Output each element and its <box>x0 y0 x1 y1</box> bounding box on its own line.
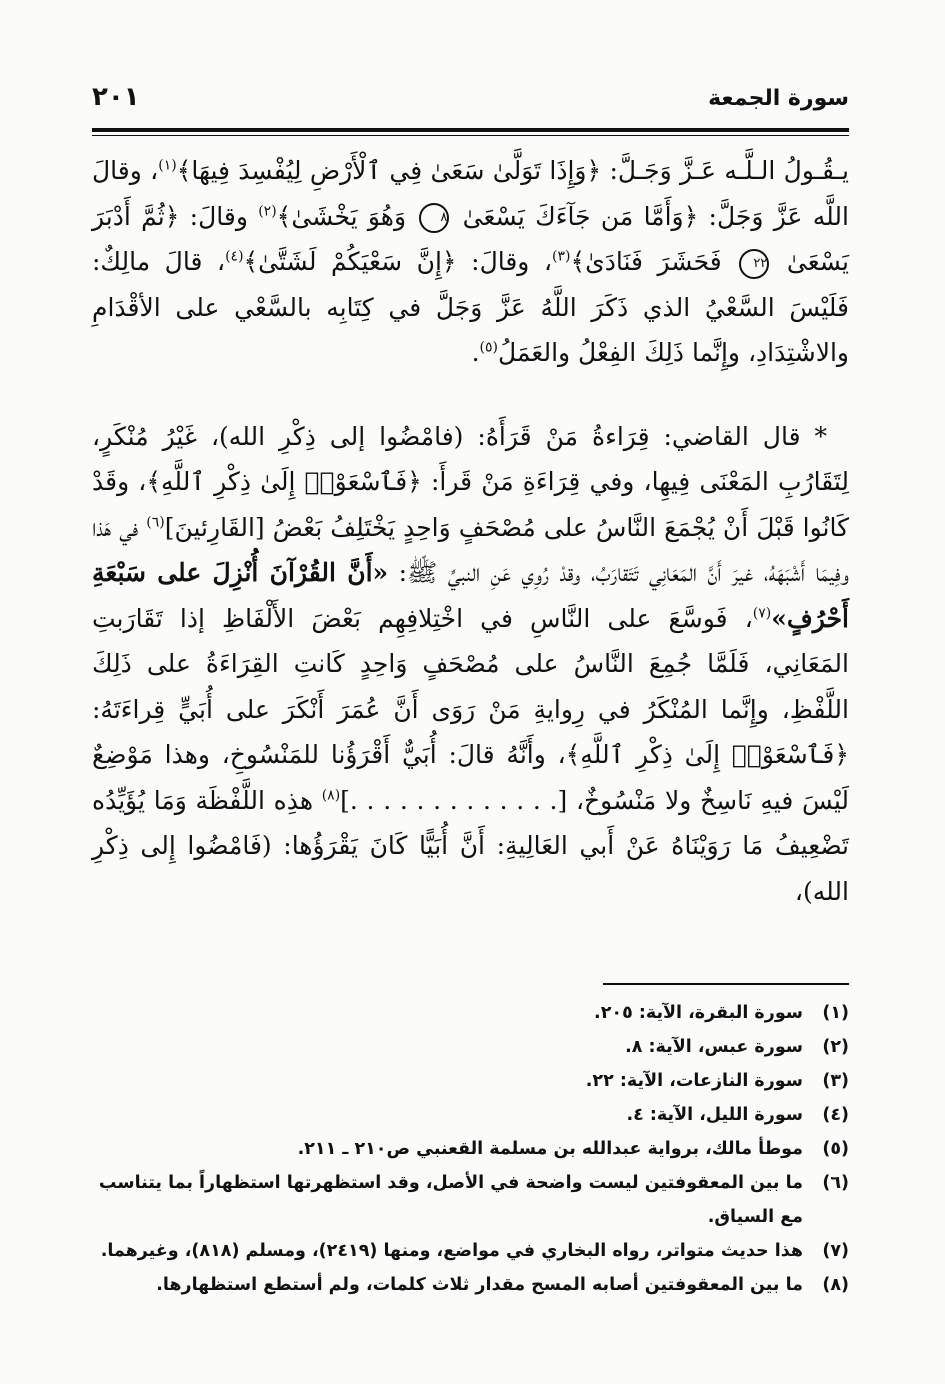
footnote-ref: (٦) <box>146 514 165 531</box>
hadith-quote: «أَنَّ القُرْآنَ أُنْزِلَ على سَبْعَةِ أَحْرُفٍ» <box>92 558 849 633</box>
footnote-text: هذا حديث متواتر، رواه البخاري في مواضع، ومنها (٢٤١٩)، ومسلم (٨١٨)، وغيرهما. <box>100 1241 803 1261</box>
ayah-number-mark: ٨ <box>419 203 449 233</box>
running-title: سورة الجمعة <box>708 86 849 111</box>
footnote-text: سورة النازعات، الآية: ٢٢. <box>585 1071 803 1091</box>
quran-verse: ﴿ثُمَّ أَدْبَرَ يَسْعَىٰ <box>92 201 850 276</box>
footnote-item <box>92 1064 849 1098</box>
footnote-text: موطأ مالك، برواية عبدالله بن مسلمة القعنبي ص٢١٠ ـ ٢١١. <box>297 1139 803 1159</box>
text-run: ، قالَ مالِكٌ: فَلَيْسَ السَّعْيُ الذي ذَكَرَ اللَّهُ عَزَّ وَجَلَّ في كِتَابِه بالسَّعْي على الأقْدَامِ والاشْتِدَادِ، وإِنَّما ذَلِكَ الفِعْلُ والعَمَلُ <box>92 247 849 367</box>
header-rule-thick <box>92 128 849 132</box>
quran-verse: ﴿وَإِذَا تَوَلَّىٰ سَعَىٰ فِي ٱلْأَرْضِ لِيُفْسِدَ فِيهَا﴾ <box>176 156 602 185</box>
footnotes <box>92 996 849 1302</box>
footnote-ref: (٧) <box>752 605 772 622</box>
footnote-separator <box>603 983 849 985</box>
text-run: ، وقالَ: <box>456 247 553 276</box>
footnote-text: ما بين المعقوفتين ليست واضحة في الأصل، وقد استظهرتها استظهاراً بما يتناسب مع السياق. <box>98 1173 803 1227</box>
paragraph-2 <box>92 414 849 915</box>
footnote-number: (٢) <box>822 1037 849 1057</box>
footnote-number: (٣) <box>822 1071 849 1091</box>
quran-verse: ﴿فَٱسْعَوْا۟ إِلَىٰ ذِكْرِ ٱللَّهِ﴾ <box>565 740 850 769</box>
footnote-number: (٨) <box>822 1275 849 1295</box>
footnote-item <box>92 1132 849 1166</box>
footnote-ref: (١) <box>158 157 177 174</box>
text-run: ، وأَنَّهُ قالَ: أُبَيٌّ أَقْرَؤُنا للمَنْسُوخِ، وهذا مَوْضِعٌ لَيْسَ فيهِ نَاسِخٌ ولا مَنْسُوخٌ، [. . . . . . . . . . . . .] <box>92 740 849 815</box>
paragraph-1 <box>92 148 849 376</box>
text-run: يـقُـولُ الـلَّـه عَـزَّ وَجَـلَّ: <box>601 156 849 185</box>
footnote-text: سورة البقرة، الآية: ٢٠٥. <box>594 1003 803 1023</box>
text-run: ، وقالَ اللَّه عَزَّ وَجَلَّ: <box>92 156 849 231</box>
quran-verse: ﴿إِنَّ سَعْيَكُمْ لَشَتَّىٰ﴾ <box>243 247 457 276</box>
footnote-item <box>92 1166 849 1234</box>
text-run: ، فَوسَّعَ على النَّاسِ في اخْتِلافِهِم بَعْضَ الأَلْفَاظِ إذا تَقَارَبتِ المَعَانِي، فَلَمَّا جُمِعَ النَّاسُ على مُصْحَفٍ وَاحِدٍ كَانتِ القِرَاءَةُ على ذَلِكَ اللَّفْظِ، وإِنَّما المُنْكَرُ في رِوايةِ مَنْ رَوَى أَنَّ عُمَرَ أَنْكَرَ على أُبَيٍّ قِراءَتَهُ: <box>92 603 849 724</box>
footnote-item <box>92 1098 849 1132</box>
quran-verse: وَهُوَ يَخْشَىٰ﴾ <box>276 201 407 231</box>
text-run: هذِه اللَّفْظَة وَمَا يُؤَيِّدُه تَضْعِيفُ مَا رَوَيْنَاهُ عَنْ أَبي العَالِيةِ: أَنَّ أُبَيًّا كَانَ يَقْرَؤُها: (فَامْضُوا إِلى ذِكْرِ الله)، <box>92 785 849 906</box>
text-run: في هَذا وفِيمَا أَشْبَهَهُ، غيرَ أَنَّ المَعَانِي تَتَقارَبُ، وقدْ رُوِي عَنِ النبيِّ ﷺ: <box>92 512 849 587</box>
text-run: * قال القاضي: قِرَاءةُ مَنْ قَرَأَهُ: (فامْضُوا إلى ذِكْرِ الله)، غَيْرُ مُنْكَرٍ، لِتَقَارُبِ المَعْنَى فِيهِا، وفي قِرَاءَةِ مَنْ قَرأَ: <box>92 421 850 496</box>
footnote-text: سورة الليل، الآية: ٤. <box>626 1105 803 1125</box>
page-header <box>92 82 849 122</box>
footnote-item <box>92 1268 849 1302</box>
footnote-text: ما بين المعقوفتين أصابه المسح مقدار ثلاث كلمات، ولم أستطع استظهارها. <box>156 1275 803 1295</box>
ayah-number-mark: ٢٢ <box>739 249 769 279</box>
footnote-number: (١) <box>822 1003 849 1023</box>
footnote-ref: (٣) <box>552 248 571 265</box>
text-run: . <box>471 338 480 367</box>
quran-verse: ﴿فَٱسْعَوْا۟ إِلَىٰ ذِكْرِ ٱللَّهِ﴾ <box>146 467 422 496</box>
footnote-item <box>92 996 849 1030</box>
footnote-item <box>92 1030 849 1064</box>
page-number: ٢٠١ <box>92 82 140 112</box>
footnote-ref: (٥) <box>479 339 499 356</box>
main-text <box>92 148 849 914</box>
quran-verse: ﴿وَأَمَّا مَن جَآءَكَ يَسْعَىٰ <box>462 201 699 231</box>
footnote-number: (٧) <box>822 1241 849 1261</box>
footnote-item <box>92 1234 849 1268</box>
text-run: وقالَ: <box>179 201 259 231</box>
header-rule-thin <box>92 135 849 136</box>
footnote-ref: (٤) <box>225 248 244 265</box>
footnote-ref: (٨) <box>321 787 341 804</box>
footnote-ref: (٢) <box>258 203 277 220</box>
quran-verse: فَحَشَرَ فَنَادَىٰ﴾ <box>570 247 722 276</box>
footnote-number: (٦) <box>822 1173 849 1193</box>
footnote-number: (٤) <box>822 1105 849 1125</box>
footnote-text: سورة عبس، الآية: ٨. <box>625 1037 803 1057</box>
text-run: ، وقَدْ كَانُوا قَبْلَ أَنْ يُجْمَعَ النَّاسُ على مُصْحَفٍ وَاحِدٍ يَخْتَلِفُ بَعْضُ [القَارِئينَ] <box>92 467 849 542</box>
footnote-number: (٥) <box>822 1139 849 1159</box>
